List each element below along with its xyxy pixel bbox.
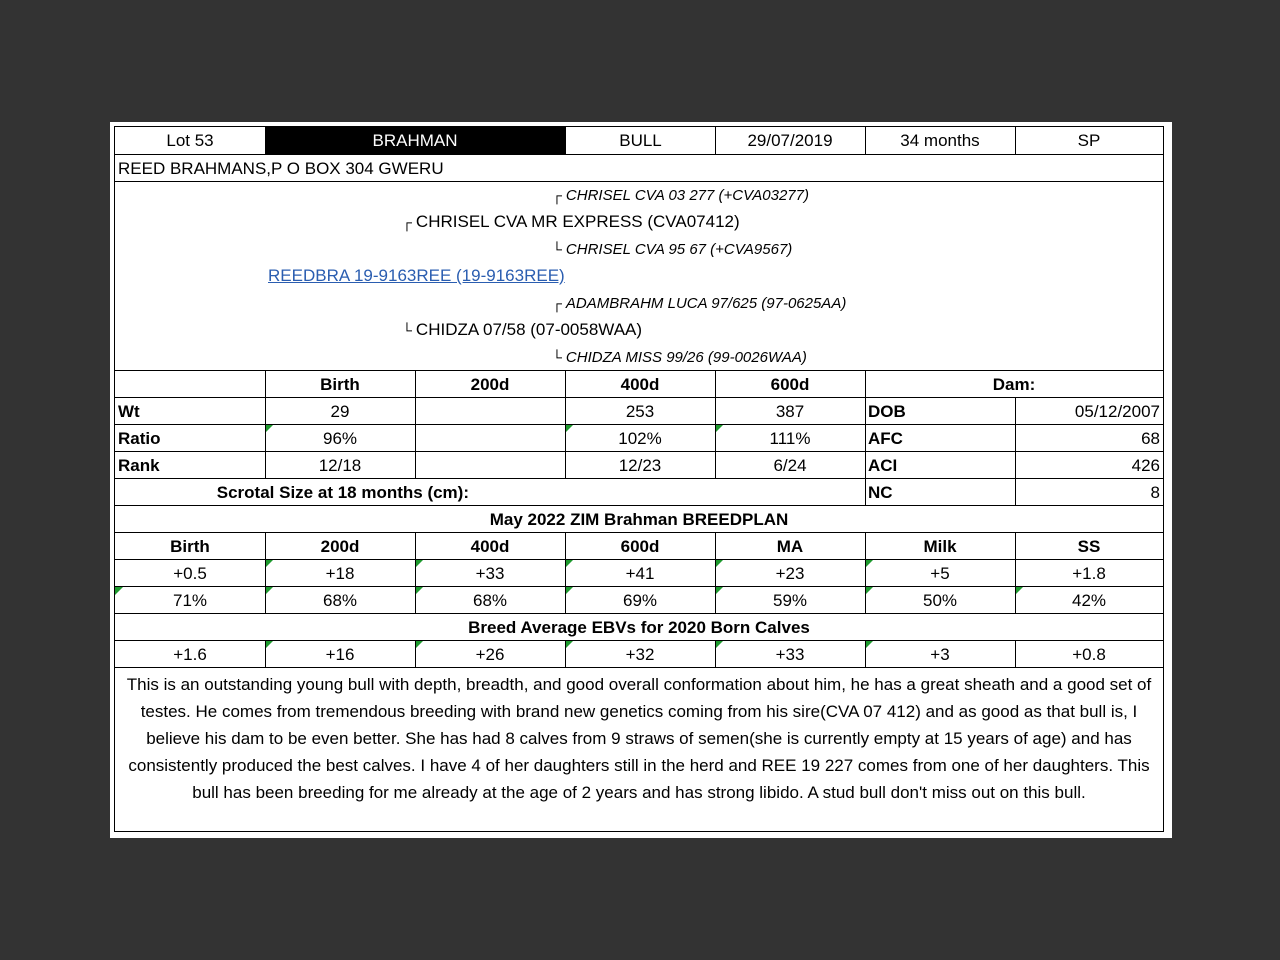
- rank-value: 12/18: [318, 456, 362, 475]
- ebv-header-cell: Milk: [923, 537, 957, 556]
- dam-value: 426: [1131, 456, 1160, 475]
- lot-comment: This is an outstanding young bull with depth, breadth, and good overall conformation about him, he has a great sheath and a good set of testes. He comes from tremendous breeding with brand new genetics coming from his sire(CVA 07 412) and as good as that bull is, I believe his dam to be even better. She has had 8 calves from 9 straws of semen(she is currently empty at 15 years of age) and has consistently produced the best calves. I have 4 of her daughters still in the herd and REE 19 227 comes from one of her daughters. This bull has been breeding for me already at the age of 2 years and has strong libido. A stud bull don't miss out on this bull.: [126, 675, 1152, 802]
- rank-value: 6/24: [773, 456, 807, 475]
- rank-value: 12/23: [618, 456, 662, 475]
- accuracy-value: 59%: [715, 587, 865, 613]
- accuracy-value: 69%: [565, 587, 715, 613]
- row-label: Ratio: [118, 429, 161, 448]
- ebv-value: +33: [415, 560, 565, 586]
- comment-marker-icon: [715, 641, 723, 649]
- weights-header-cell: 600d: [770, 375, 810, 394]
- comment-marker-icon: [715, 560, 723, 568]
- lot-card: [114, 126, 1164, 832]
- comment-marker-icon: [565, 560, 573, 568]
- bracket-bottom-icon: └: [552, 349, 562, 365]
- ebv-value: +5: [865, 560, 1015, 586]
- comment-marker-icon: [865, 587, 873, 595]
- weights-header-cell: Birth: [320, 375, 360, 394]
- ebv-value: +18: [265, 560, 415, 586]
- ebv-value: +23: [715, 560, 865, 586]
- pedigree-sire-dam: └ CHRISEL CVA 95 67 (+CVA9567): [552, 241, 793, 258]
- sex-label: BULL: [565, 127, 715, 154]
- ebv-header-cell: 200d: [320, 537, 360, 556]
- weight-value: 29: [330, 402, 350, 421]
- ratio-value: 102%: [565, 425, 715, 451]
- ebv-value: +0.5: [173, 564, 207, 583]
- weight-value: [415, 398, 565, 424]
- dam-value: 8: [1150, 483, 1160, 502]
- ebv-header-cell: 400d: [470, 537, 510, 556]
- dam-title: Dam:: [992, 375, 1036, 394]
- birth-date: 29/07/2019: [747, 131, 833, 150]
- comment-marker-icon: [415, 641, 423, 649]
- weight-value: 387: [775, 402, 805, 421]
- weights-header-cell: 400d: [620, 375, 660, 394]
- weight-value: 253: [625, 402, 655, 421]
- average-value: +1.6: [173, 645, 207, 664]
- average-value: +26: [415, 641, 565, 667]
- comment-marker-icon: [415, 560, 423, 568]
- pedigree-sire: ┌ CHRISEL CVA MR EXPRESS (CVA07412): [402, 212, 740, 231]
- comment-marker-icon: [265, 641, 273, 649]
- average-value: +16: [265, 641, 415, 667]
- row-label: Wt: [118, 402, 140, 421]
- accuracy-value: 42%: [1015, 587, 1163, 613]
- comment-marker-icon: [565, 587, 573, 595]
- scrotal-size-label: Scrotal Size at 18 months (cm):: [216, 483, 469, 502]
- pedigree-dam: └ CHIDZA 07/58 (07-0058WAA): [402, 320, 643, 339]
- comment-marker-icon: [865, 560, 873, 568]
- comment-marker-icon: [415, 587, 423, 595]
- bracket-bottom-icon: └: [552, 241, 562, 257]
- comment-marker-icon: [265, 560, 273, 568]
- accuracy-value: 68%: [265, 587, 415, 613]
- comment-marker-icon: [1015, 587, 1023, 595]
- rank-value: [415, 452, 565, 478]
- lot-number: Lot 53: [166, 131, 214, 150]
- average-value: +0.8: [1072, 645, 1106, 664]
- accuracy-value: 71%: [115, 587, 265, 613]
- breeder-address: REED BRAHMANS,P O BOX 304 GWERU: [118, 159, 444, 178]
- pedigree-sire-sire: ┌ CHRISEL CVA 03 277 (+CVA03277): [552, 187, 809, 204]
- row-label: Rank: [118, 456, 160, 475]
- pedigree-dam-dam: └ CHIDZA MISS 99/26 (99-0026WAA): [552, 349, 807, 366]
- animal-link[interactable]: REEDBRA 19-9163REE (19-9163REE): [268, 266, 565, 285]
- average-value: +33: [715, 641, 865, 667]
- comment-marker-icon: [115, 587, 123, 595]
- breed-label: BRAHMAN: [265, 127, 565, 154]
- ebv-header-cell: MA: [776, 537, 804, 556]
- comment-marker-icon: [715, 425, 723, 433]
- average-value: +3: [865, 641, 1015, 667]
- dam-value: 05/12/2007: [1074, 402, 1160, 421]
- dam-label: NC: [868, 483, 893, 502]
- average-value: +32: [565, 641, 715, 667]
- bracket-bottom-icon: └: [402, 322, 412, 338]
- ebv-header-cell: SS: [1077, 537, 1101, 556]
- breed-average-title: Breed Average EBVs for 2020 Born Calves: [468, 618, 810, 637]
- bracket-top-icon: ┌: [402, 214, 412, 230]
- accuracy-value: 68%: [415, 587, 565, 613]
- ebv-header-cell: Birth: [170, 537, 210, 556]
- pedigree-dam-sire: ┌ ADAMBRAHM LUCA 97/625 (97-0625AA): [552, 295, 847, 312]
- comment-marker-icon: [715, 587, 723, 595]
- comment-marker-icon: [565, 425, 573, 433]
- bracket-top-icon: ┌: [552, 187, 562, 203]
- ebv-header-cell: 600d: [620, 537, 660, 556]
- dam-label: ACI: [868, 456, 898, 475]
- lot-sheet: [110, 122, 1172, 838]
- comment-marker-icon: [265, 587, 273, 595]
- dam-value: 68: [1141, 429, 1160, 448]
- comment-marker-icon: [865, 641, 873, 649]
- status-code: SP: [1077, 131, 1101, 150]
- ratio-value: 96%: [265, 425, 415, 451]
- ebv-value: +41: [565, 560, 715, 586]
- comment-marker-icon: [265, 425, 273, 433]
- ebv-value: +1.8: [1072, 564, 1106, 583]
- breedplan-title: May 2022 ZIM Brahman BREEDPLAN: [489, 510, 789, 529]
- age-label: 34 months: [900, 131, 980, 150]
- ratio-value: 111%: [715, 425, 865, 451]
- dam-label: DOB: [868, 402, 906, 421]
- weights-header-cell: 200d: [470, 375, 510, 394]
- comment-marker-icon: [565, 641, 573, 649]
- ratio-value: [415, 425, 565, 451]
- dam-label: AFC: [868, 429, 903, 448]
- bracket-top-icon: ┌: [552, 295, 562, 311]
- accuracy-value: 50%: [865, 587, 1015, 613]
